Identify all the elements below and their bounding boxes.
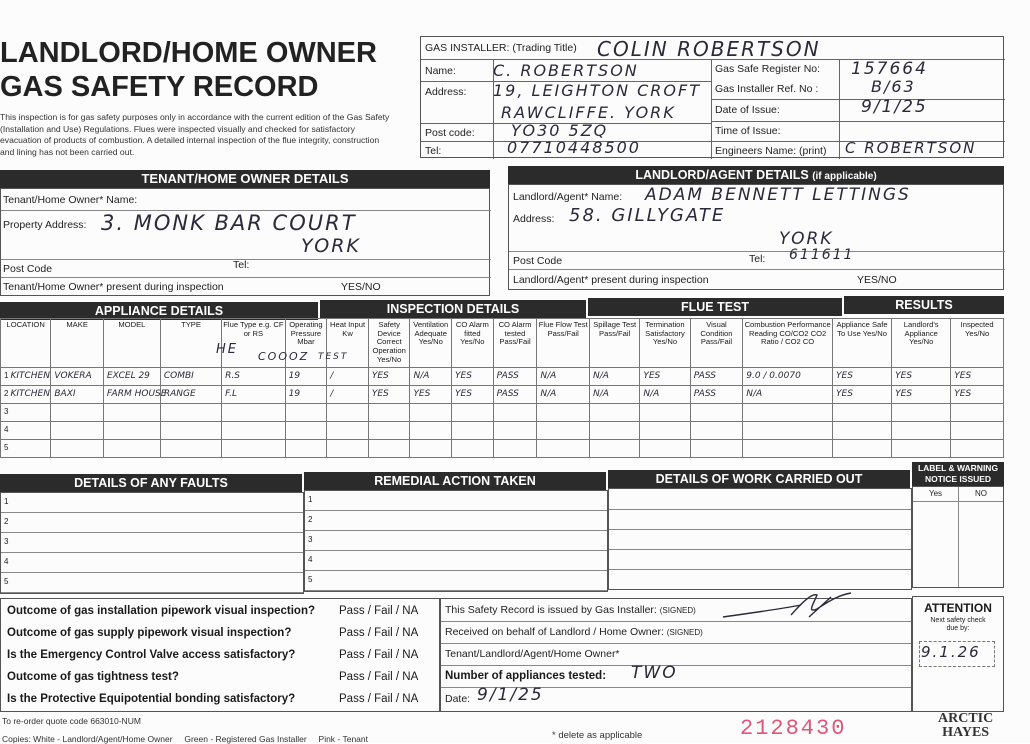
- installer-postcode-value[interactable]: YO30 5ZQ: [511, 121, 609, 140]
- faults-row-number: 1: [4, 497, 9, 506]
- row-number: 1: [4, 371, 9, 381]
- appliance-cell[interactable]: [743, 439, 833, 457]
- outcome-answer[interactable]: Pass / Fail / NA: [339, 605, 419, 617]
- installer-ref-label: Gas Installer Ref. No :: [715, 83, 819, 95]
- tenant-present-value[interactable]: YES/NO: [341, 281, 381, 293]
- appliance-cell-value: PASS: [496, 389, 519, 400]
- appliance-cell[interactable]: [537, 367, 590, 385]
- column-header: LOCATION: [1, 319, 51, 368]
- appliance-cell-value: YES: [371, 389, 389, 400]
- appliance-cell-value: N/A: [643, 389, 660, 400]
- column-header: Spillage Test Pass/Fail: [589, 319, 639, 368]
- appliance-cell[interactable]: [833, 421, 892, 439]
- delete-applicable-text: * delete as applicable: [552, 730, 643, 741]
- faults-row[interactable]: [1, 553, 303, 573]
- appliance-cell-value: YES: [455, 389, 472, 400]
- appliance-cell[interactable]: [743, 403, 833, 421]
- appliance-cell-value: FARM HOUSE: [106, 389, 167, 400]
- appliance-cell[interactable]: [327, 421, 369, 439]
- appliance-cell[interactable]: [951, 367, 1004, 385]
- column-header: Operating Pressure Mbar: [285, 319, 327, 368]
- appliance-cell[interactable]: [537, 403, 590, 421]
- appliance-cell[interactable]: [892, 439, 951, 457]
- column-header: CO Alarm fitted Yes/No: [452, 319, 494, 368]
- appliance-cell[interactable]: [51, 421, 104, 439]
- appliance-cell[interactable]: [368, 403, 410, 421]
- form-title-line1: LANDLORD/HOME OWNER: [0, 37, 377, 69]
- outcome-answer[interactable]: Pass / Fail / NA: [339, 671, 419, 683]
- appliance-cell[interactable]: [285, 439, 327, 457]
- label-warning-panel: [912, 486, 1004, 588]
- appliance-cell[interactable]: [285, 421, 327, 439]
- appliance-table: [0, 318, 1004, 458]
- appliance-cell[interactable]: [410, 421, 452, 439]
- installer-address-label: Address:: [425, 86, 467, 98]
- remedial-row[interactable]: [305, 491, 607, 511]
- appliance-cell[interactable]: [743, 367, 833, 385]
- appliance-cell-value: KITCHEN: [10, 371, 50, 382]
- issued-signed-note: (SIGNED): [659, 606, 696, 615]
- installer-trading-label: GAS INSTALLER: (Trading Title): [425, 42, 577, 54]
- appliance-details-header: APPLIANCE DETAILS: [0, 302, 318, 320]
- column-header: Appliance Safe To Use Yes/No: [833, 319, 892, 368]
- appliance-cell[interactable]: [493, 403, 537, 421]
- appliance-cell[interactable]: [690, 421, 743, 439]
- appliance-cell[interactable]: [368, 367, 410, 385]
- appliance-cell[interactable]: [1, 385, 51, 403]
- outcome-question: Outcome of gas supply pipework visual inspection?: [7, 627, 292, 639]
- next-check-value[interactable]: 9.1.26: [921, 643, 981, 661]
- label-warning-yes: Yes: [929, 489, 943, 498]
- landlord-panel: [508, 184, 1004, 290]
- column-header: Inspected Yes/No: [951, 319, 1004, 368]
- column-header: MODEL: [103, 319, 160, 368]
- appliance-cell-value: 19: [288, 371, 301, 382]
- remedial-row-number: 3: [308, 535, 313, 544]
- installer-address-line2[interactable]: RAWCLIFFE. YORK: [501, 103, 676, 122]
- appliance-table-header: [1, 319, 1004, 368]
- appliance-cell[interactable]: [452, 385, 494, 403]
- issued-label-text: This Safety Record is issued by Gas Installer:: [445, 604, 657, 616]
- landlord-header-text: LANDLORD/AGENT DETAILS: [635, 168, 809, 182]
- outcome-question: Is the Protective Equipotential bonding satisfactory?: [7, 693, 296, 705]
- appliance-cell[interactable]: [589, 403, 639, 421]
- appliance-cell-value: VOKERA: [54, 371, 92, 382]
- appliance-cell-value: EXCEL 29: [106, 371, 150, 382]
- appliance-cell[interactable]: [892, 403, 951, 421]
- appliance-cell-value: YES: [895, 371, 913, 382]
- appliance-cell[interactable]: [589, 421, 639, 439]
- column-header: CO Alarm tested Pass/Fail: [493, 319, 537, 368]
- issued-label: [445, 604, 696, 616]
- outcome-question: Is the Emergency Control Valve access satisfactory?: [7, 649, 296, 661]
- work-panel: [608, 488, 912, 590]
- appliance-cell[interactable]: [892, 385, 951, 403]
- appliance-cell[interactable]: [103, 385, 167, 403]
- appliance-cell[interactable]: [51, 403, 104, 421]
- work-header: DETAILS OF WORK CARRIED OUT: [608, 470, 910, 488]
- appliance-cell[interactable]: [160, 367, 221, 385]
- column-header: Flue Type e.g. CF or RS: [222, 319, 286, 368]
- operating-extra-note: TEST: [318, 352, 349, 362]
- faults-row-number: 2: [4, 517, 9, 526]
- appliance-cell-value: /: [330, 371, 334, 382]
- installer-signature: [721, 591, 861, 625]
- column-header: Flue Flow Test Pass/Fail: [537, 319, 590, 368]
- remedial-row-number: 1: [308, 495, 313, 504]
- appliance-cell[interactable]: [1, 421, 51, 439]
- faults-row-number: 4: [4, 557, 9, 566]
- remedial-header: REMEDIAL ACTION TAKEN: [304, 472, 606, 490]
- appliance-cell-value: N/A: [540, 389, 557, 400]
- landlord-name-label: Landlord/Agent* Name:: [513, 191, 623, 203]
- appliance-cell[interactable]: [222, 403, 286, 421]
- appliance-cell[interactable]: [160, 385, 221, 403]
- column-header: Termination Satisfactory Yes/No: [640, 319, 690, 368]
- signoff-panel: [440, 598, 912, 712]
- appliance-cell-value: KITCHEN: [10, 389, 50, 400]
- appliance-cell[interactable]: [743, 385, 833, 403]
- form-intro: This inspection is for gas safety purposes only in accordance with the current edition of the Gas Safety (Installation and Use) Regulations. Flues were inspected visually and checked for satisfactory evacuation of products of combustion. A detailed internal inspection of the flue integrity, construction and lining has not been carried out.: [0, 112, 390, 157]
- installer-tel-label: Tel:: [425, 145, 442, 157]
- appliance-cell[interactable]: [452, 421, 494, 439]
- appliance-cell[interactable]: [285, 403, 327, 421]
- remedial-panel: [304, 490, 608, 592]
- serial-number: 2128430: [740, 716, 847, 741]
- appliance-cell[interactable]: [410, 403, 452, 421]
- appliance-cell[interactable]: [537, 421, 590, 439]
- faults-row[interactable]: [1, 573, 303, 593]
- appliance-cell-value: N/A: [413, 371, 430, 382]
- tenant-landlord-label: Tenant/Landlord/Agent/Home Owner*: [445, 648, 620, 660]
- date-of-issue-value[interactable]: 9/1/25: [861, 97, 928, 117]
- property-address-line1[interactable]: 3. MONK BAR COURT: [101, 211, 357, 235]
- appliance-cell[interactable]: [493, 439, 537, 457]
- received-signed-note: (SIGNED): [666, 628, 703, 637]
- column-header: MAKE: [51, 319, 104, 368]
- gsr-value[interactable]: 157664: [851, 59, 928, 79]
- received-label-text: Received on behalf of Landlord / Home Owner:: [445, 626, 664, 638]
- appliance-cell[interactable]: [589, 439, 639, 457]
- appliance-cell[interactable]: [452, 439, 494, 457]
- appliance-cell[interactable]: [222, 367, 286, 385]
- remedial-row-number: 2: [308, 515, 313, 524]
- form-title-line2: GAS SAFETY RECORD: [0, 71, 319, 103]
- faults-row[interactable]: [1, 493, 303, 513]
- installer-panel: [420, 36, 1004, 158]
- appliance-cell-value: 9.0 / 0.0070: [746, 371, 801, 382]
- landlord-present-value[interactable]: YES/NO: [857, 274, 897, 286]
- faults-row-number: 5: [4, 577, 9, 586]
- appliance-row: [1, 367, 1004, 385]
- column-header: Heat Input Kw: [327, 319, 369, 368]
- row-number: 4: [4, 425, 9, 435]
- appliances-tested-label: Number of appliances tested:: [445, 670, 607, 682]
- engineer-name-value[interactable]: C ROBERTSON: [845, 139, 977, 157]
- tenant-name-label: Tenant/Home Owner* Name:: [3, 194, 138, 206]
- appliance-cell[interactable]: [690, 367, 743, 385]
- appliance-cell[interactable]: [493, 421, 537, 439]
- appliance-cell-value: YES: [895, 389, 913, 400]
- label-warning-no: NO: [975, 489, 987, 498]
- label-warning-header: LABEL & WARNING NOTICE ISSUED: [912, 462, 1004, 486]
- installer-tel-value[interactable]: 07710448500: [507, 138, 641, 157]
- appliance-cell[interactable]: [327, 439, 369, 457]
- appliance-cell[interactable]: [103, 403, 160, 421]
- appliance-cell-value: N/A: [540, 371, 557, 382]
- appliance-cell-value: F.L: [225, 389, 238, 400]
- landlord-postcode-label: Post Code: [513, 255, 563, 267]
- appliance-cell[interactable]: [452, 403, 494, 421]
- column-header: Landlord's Appliance Yes/No: [892, 319, 951, 368]
- appliance-cell[interactable]: [285, 385, 327, 403]
- appliance-cell[interactable]: [410, 367, 452, 385]
- tenant-present-label: Tenant/Home Owner* present during inspection: [3, 281, 224, 293]
- gsr-label: Gas Safe Register No:: [715, 63, 821, 75]
- appliance-cell[interactable]: [51, 439, 104, 457]
- appliance-cell[interactable]: [327, 385, 369, 403]
- landlord-header-suffix: (if applicable): [812, 171, 877, 182]
- appliance-cell[interactable]: [410, 385, 452, 403]
- appliance-cell-value: YES: [954, 389, 972, 400]
- landlord-name-value[interactable]: ADAM BENNETT LETTINGS: [645, 185, 911, 205]
- appliance-cell-value: YES: [836, 371, 853, 382]
- appliance-cell-value: N/A: [592, 371, 609, 382]
- appliance-row: [1, 421, 1004, 439]
- appliance-cell-value: YES: [836, 389, 853, 400]
- installer-ref-value[interactable]: B/63: [871, 77, 916, 96]
- row-number: 3: [4, 407, 9, 417]
- appliance-cell[interactable]: [589, 367, 639, 385]
- flue-extra-note: COOOZ: [258, 350, 310, 363]
- copies-text: Copies: White - Landlord/Agent/Home Owner Green - Registered Gas Installer Pink - Tenant: [2, 734, 368, 744]
- appliance-cell[interactable]: [103, 367, 160, 385]
- installer-address-line1[interactable]: 19, LEIGHTON CROFT: [493, 81, 701, 100]
- faults-row[interactable]: [1, 533, 303, 553]
- appliance-cell-value: PASS: [496, 371, 519, 382]
- engineer-name-label: Engineers Name: (print): [715, 145, 827, 157]
- outcome-answer[interactable]: Pass / Fail / NA: [339, 627, 419, 639]
- appliance-cell[interactable]: [951, 439, 1004, 457]
- property-address-line2[interactable]: YORK: [301, 235, 361, 257]
- appliance-cell[interactable]: [640, 385, 690, 403]
- installer-name-value[interactable]: C. ROBERTSON: [493, 61, 639, 80]
- date-of-issue-label: Date of Issue:: [715, 104, 780, 116]
- appliance-cell[interactable]: [51, 385, 104, 403]
- appliance-cell-value: YES: [413, 389, 431, 400]
- remedial-row[interactable]: [305, 551, 607, 571]
- landlord-address-line1[interactable]: 58. GILLYGATE: [569, 205, 726, 226]
- faults-panel: [0, 492, 304, 594]
- appliance-cell-value: N/A: [592, 389, 609, 400]
- installer-postcode-label: Post code:: [425, 127, 475, 139]
- remedial-row[interactable]: [305, 571, 607, 591]
- appliance-cell[interactable]: [51, 367, 104, 385]
- appliance-cell-value: N/A: [746, 389, 763, 400]
- row-number: 2: [4, 389, 9, 399]
- appliance-cell[interactable]: [368, 385, 410, 403]
- outcome-answer[interactable]: Pass / Fail / NA: [339, 693, 419, 705]
- landlord-tel-value[interactable]: 611611: [789, 247, 855, 263]
- appliance-cell-value: PASS: [693, 371, 716, 382]
- installer-name-label: Name:: [425, 65, 456, 77]
- attention-panel: [912, 596, 1004, 712]
- time-of-issue-label: Time of Issue:: [715, 125, 781, 137]
- landlord-header: [508, 166, 1004, 184]
- appliance-cell-value: YES: [455, 371, 472, 382]
- signoff-date-value[interactable]: 9/1/25: [477, 685, 544, 705]
- tenant-header: TENANT/HOME OWNER DETAILS: [0, 170, 490, 188]
- landlord-present-label: Landlord/Agent* present during inspection: [513, 274, 709, 286]
- column-header: Safety Device Correct Operation Yes/No: [368, 319, 410, 368]
- attention-line: Next safety check due by:: [930, 617, 986, 633]
- column-header: Ventilation Adequate Yes/No: [410, 319, 452, 368]
- appliance-cell[interactable]: [368, 439, 410, 457]
- landlord-address-label: Address:: [513, 213, 555, 225]
- appliance-cell-value: BAXI: [54, 389, 76, 400]
- appliance-cell[interactable]: [410, 439, 452, 457]
- remedial-row-number: 5: [308, 575, 313, 584]
- appliance-cell[interactable]: [160, 439, 221, 457]
- appliance-cell[interactable]: [833, 385, 892, 403]
- appliance-cell[interactable]: [493, 367, 537, 385]
- appliance-cell-value: /: [330, 389, 334, 400]
- appliance-cell[interactable]: [690, 439, 743, 457]
- property-address-label: Property Address:: [3, 219, 87, 231]
- appliance-row: [1, 403, 1004, 421]
- tenant-postcode-label: Post Code: [3, 263, 53, 275]
- appliance-cell[interactable]: [327, 367, 369, 385]
- results-header: RESULTS: [844, 296, 1004, 314]
- column-header: Visual Condition Pass/Fail: [690, 319, 743, 368]
- appliance-row: [1, 385, 1004, 403]
- landlord-tel-label: Tel:: [749, 253, 766, 265]
- faults-row-number: 3: [4, 537, 9, 546]
- appliance-cell-value: YES: [954, 371, 972, 382]
- received-label: [445, 626, 703, 638]
- appliance-cell[interactable]: [452, 367, 494, 385]
- appliance-cell[interactable]: [1, 439, 51, 457]
- brand-logo: [938, 712, 993, 740]
- appliance-cell[interactable]: [589, 385, 639, 403]
- appliance-cell[interactable]: [690, 385, 743, 403]
- column-header: TYPE: [160, 319, 221, 368]
- brand-line2: HAYES: [942, 725, 990, 740]
- outcomes-panel: [0, 598, 440, 712]
- tenant-tel-label: Tel:: [233, 259, 250, 271]
- appliance-row: [1, 439, 1004, 457]
- signoff-date-label: Date:: [445, 693, 471, 705]
- row-number: 5: [4, 443, 9, 453]
- appliance-cell[interactable]: [640, 421, 690, 439]
- outcome-question: Outcome of gas installation pipework visual inspection?: [7, 605, 315, 617]
- appliance-cell[interactable]: [743, 421, 833, 439]
- appliance-cell[interactable]: [833, 403, 892, 421]
- appliance-cell-value: COMBI: [163, 371, 194, 382]
- appliance-cell[interactable]: [833, 367, 892, 385]
- appliance-cell[interactable]: [537, 439, 590, 457]
- brand-line1: ARCTIC: [938, 711, 994, 726]
- appliance-cell[interactable]: [640, 403, 690, 421]
- attention-title: ATTENTION: [924, 601, 992, 615]
- appliance-cell[interactable]: [285, 367, 327, 385]
- flue-test-header: FLUE TEST: [588, 298, 842, 316]
- appliance-cell[interactable]: [222, 385, 286, 403]
- appliance-cell[interactable]: [160, 403, 221, 421]
- appliance-cell[interactable]: [103, 421, 160, 439]
- faults-header: DETAILS OF ANY FAULTS: [0, 474, 302, 492]
- appliance-cell[interactable]: [640, 367, 690, 385]
- appliance-cell[interactable]: [690, 403, 743, 421]
- tenant-panel: [0, 188, 490, 296]
- column-header: Combustion Performance Reading CO/CO2 CO2 Ratio / CO2 CO: [743, 319, 833, 368]
- reorder-text: To re-order quote code 663010-NUM: [2, 716, 141, 726]
- appliance-cell-value: RANGE: [163, 389, 196, 400]
- appliance-cell[interactable]: [493, 385, 537, 403]
- appliance-cell[interactable]: [951, 421, 1004, 439]
- appliance-cell[interactable]: [892, 367, 951, 385]
- appliance-cell[interactable]: [160, 421, 221, 439]
- appliances-tested-value[interactable]: TWO: [631, 663, 678, 683]
- appliance-cell[interactable]: [368, 421, 410, 439]
- appliance-cell[interactable]: [103, 439, 160, 457]
- appliance-cell-value: R.S: [225, 371, 240, 382]
- inspection-details-header: INSPECTION DETAILS: [320, 300, 586, 318]
- appliance-cell[interactable]: [640, 439, 690, 457]
- appliance-cell[interactable]: [833, 439, 892, 457]
- appliance-cell-value: 19: [288, 389, 301, 400]
- type-extra-note: HE: [216, 342, 238, 357]
- faults-row[interactable]: [1, 513, 303, 533]
- appliance-cell-value: YES: [371, 371, 389, 382]
- remedial-row[interactable]: [305, 531, 607, 551]
- appliance-cell[interactable]: [1, 403, 51, 421]
- appliance-cell[interactable]: [951, 403, 1004, 421]
- appliance-cell-value: YES: [643, 371, 661, 382]
- outcome-answer[interactable]: Pass / Fail / NA: [339, 649, 419, 661]
- outcome-question: Outcome of gas tightness test?: [7, 671, 179, 683]
- remedial-row[interactable]: [305, 511, 607, 531]
- appliance-cell[interactable]: [951, 385, 1004, 403]
- appliance-cell[interactable]: [222, 421, 286, 439]
- appliance-cell[interactable]: [892, 421, 951, 439]
- landlord-address-line2[interactable]: YORK: [779, 229, 834, 249]
- installer-trading-value[interactable]: COLIN ROBERTSON: [597, 37, 821, 61]
- remedial-row-number: 4: [308, 555, 313, 564]
- appliance-cell[interactable]: [222, 439, 286, 457]
- appliance-cell-value: PASS: [693, 389, 716, 400]
- appliance-cell[interactable]: [1, 367, 51, 385]
- appliance-cell[interactable]: [537, 385, 590, 403]
- appliance-cell[interactable]: [327, 403, 369, 421]
